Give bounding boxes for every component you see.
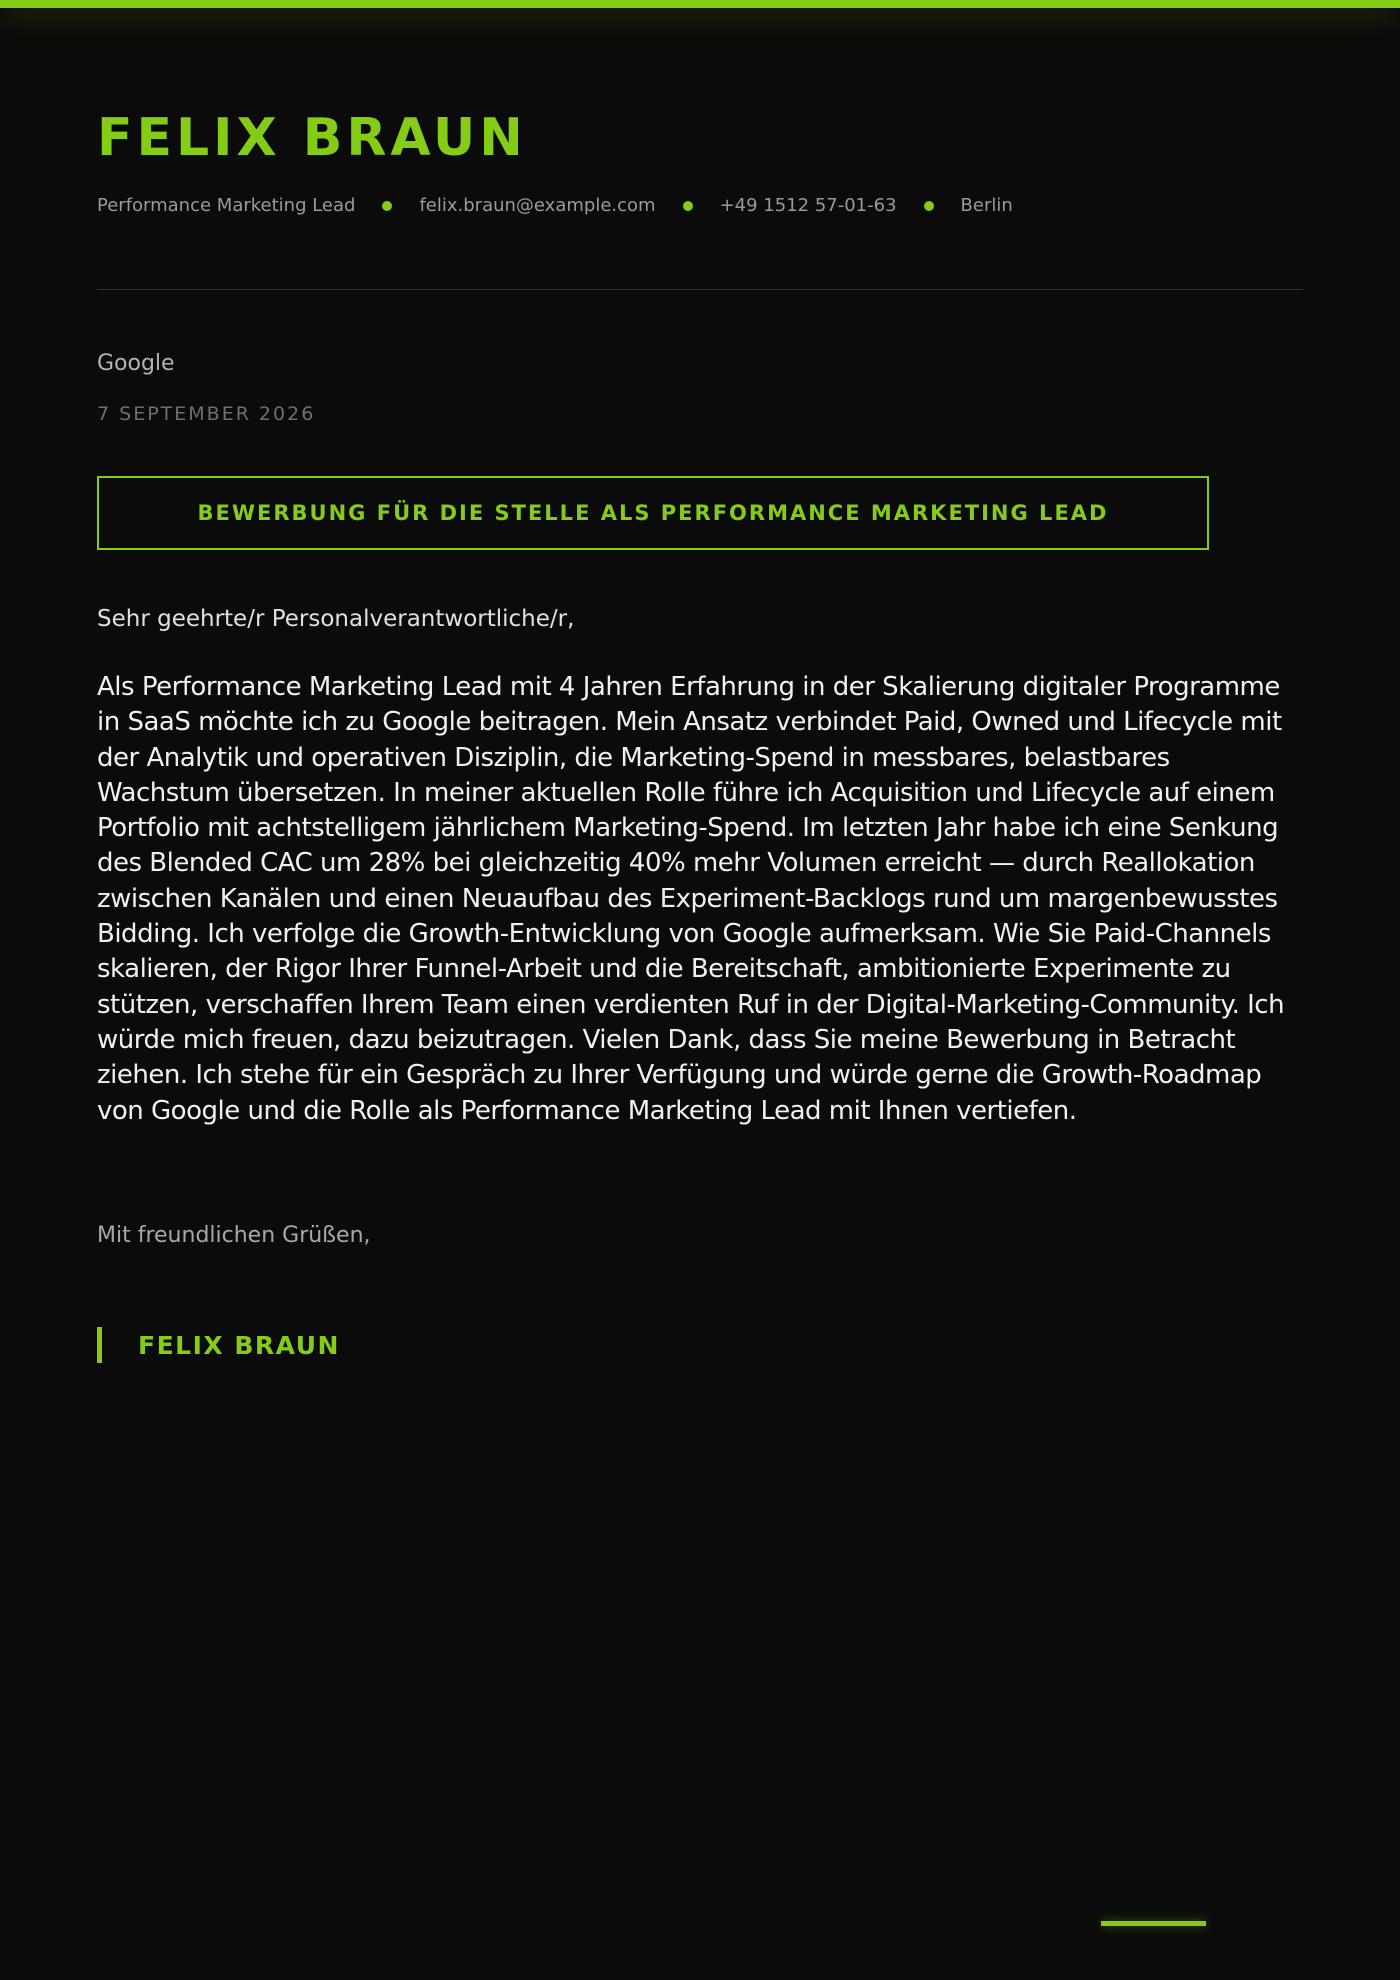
signature-accent-bar [97, 1327, 102, 1363]
contact-phone: +49 1512 57-01-63 [719, 195, 897, 216]
bottom-accent-line [1101, 1921, 1206, 1926]
letter-body: Als Performance Marketing Lead mit 4 Jahren Erfahrung in der Skalierung digitaler Programme in SaaS möchte ich zu Google beitragen. Mein Ansatz verbindet Paid, Owned und Lifecycle mit der Analytik und operativen Disziplin, die Marketing-Spend in messbares, belastbares Wachstum übersetzen. In meiner aktuellen Rolle führe ich Acquisition und Lifecycle auf einem Portfolio mit achtstelligem jährlichem Marketing-Spend. Im letzten Jahr habe ich eine Senkung des Blended CAC um 28% bei gleichzeitig 40% mehr Volumen erreicht — durch Reallokation zwischen Kanälen und einen Neuaufbau des Experiment-Backlogs rund um margenbewusstes Bidding. Ich verfolge die Growth-Entwicklung von Google aufmerksam. Wie Sie Paid-Channels skalieren, der Rigor Ihrer Funnel-Arbeit und die Bereitschaft, ambitionierte Experimente zu stützen, verschaffen Ihrem Team einen verdienten Ruf in der Digital-Marketing-Community. Ich würde mich freuen, dazu beizutragen. Vielen Dank, dass Sie meine Bewerbung in Betracht ziehen. Ich stehe für ein Gespräch zu Ihrer Verfügung und würde gerne die Growth-Roadmap von Google und die Rolle als Performance Marketing Lead mit Ihnen vertiefen. [97, 672, 1285, 1126]
signature: FELIX BRAUN [138, 1331, 340, 1360]
contact-role: Performance Marketing Lead [97, 195, 356, 216]
contact-line [97, 194, 1013, 218]
contact-location: Berlin [960, 195, 1013, 216]
subject-line: BEWERBUNG FÜR DIE STELLE ALS PERFORMANCE MARKETING LEAD [197, 501, 1109, 525]
recipient: Google [97, 351, 175, 376]
separator-dot-icon [382, 201, 392, 211]
contact-email: felix.braun@example.com [419, 195, 656, 216]
top-accent-bar [0, 0, 1400, 8]
closing: Mit freundlichen Grüßen, [97, 1223, 371, 1248]
letter-date: 7 SEPTEMBER 2026 [97, 403, 316, 425]
separator-dot-icon [924, 201, 934, 211]
salutation: Sehr geehrte/r Personalverantwortliche/r, [97, 606, 575, 632]
applicant-name: FELIX BRAUN [97, 108, 527, 168]
subject-box [97, 476, 1209, 550]
header-divider [97, 289, 1303, 290]
separator-dot-icon [683, 201, 693, 211]
